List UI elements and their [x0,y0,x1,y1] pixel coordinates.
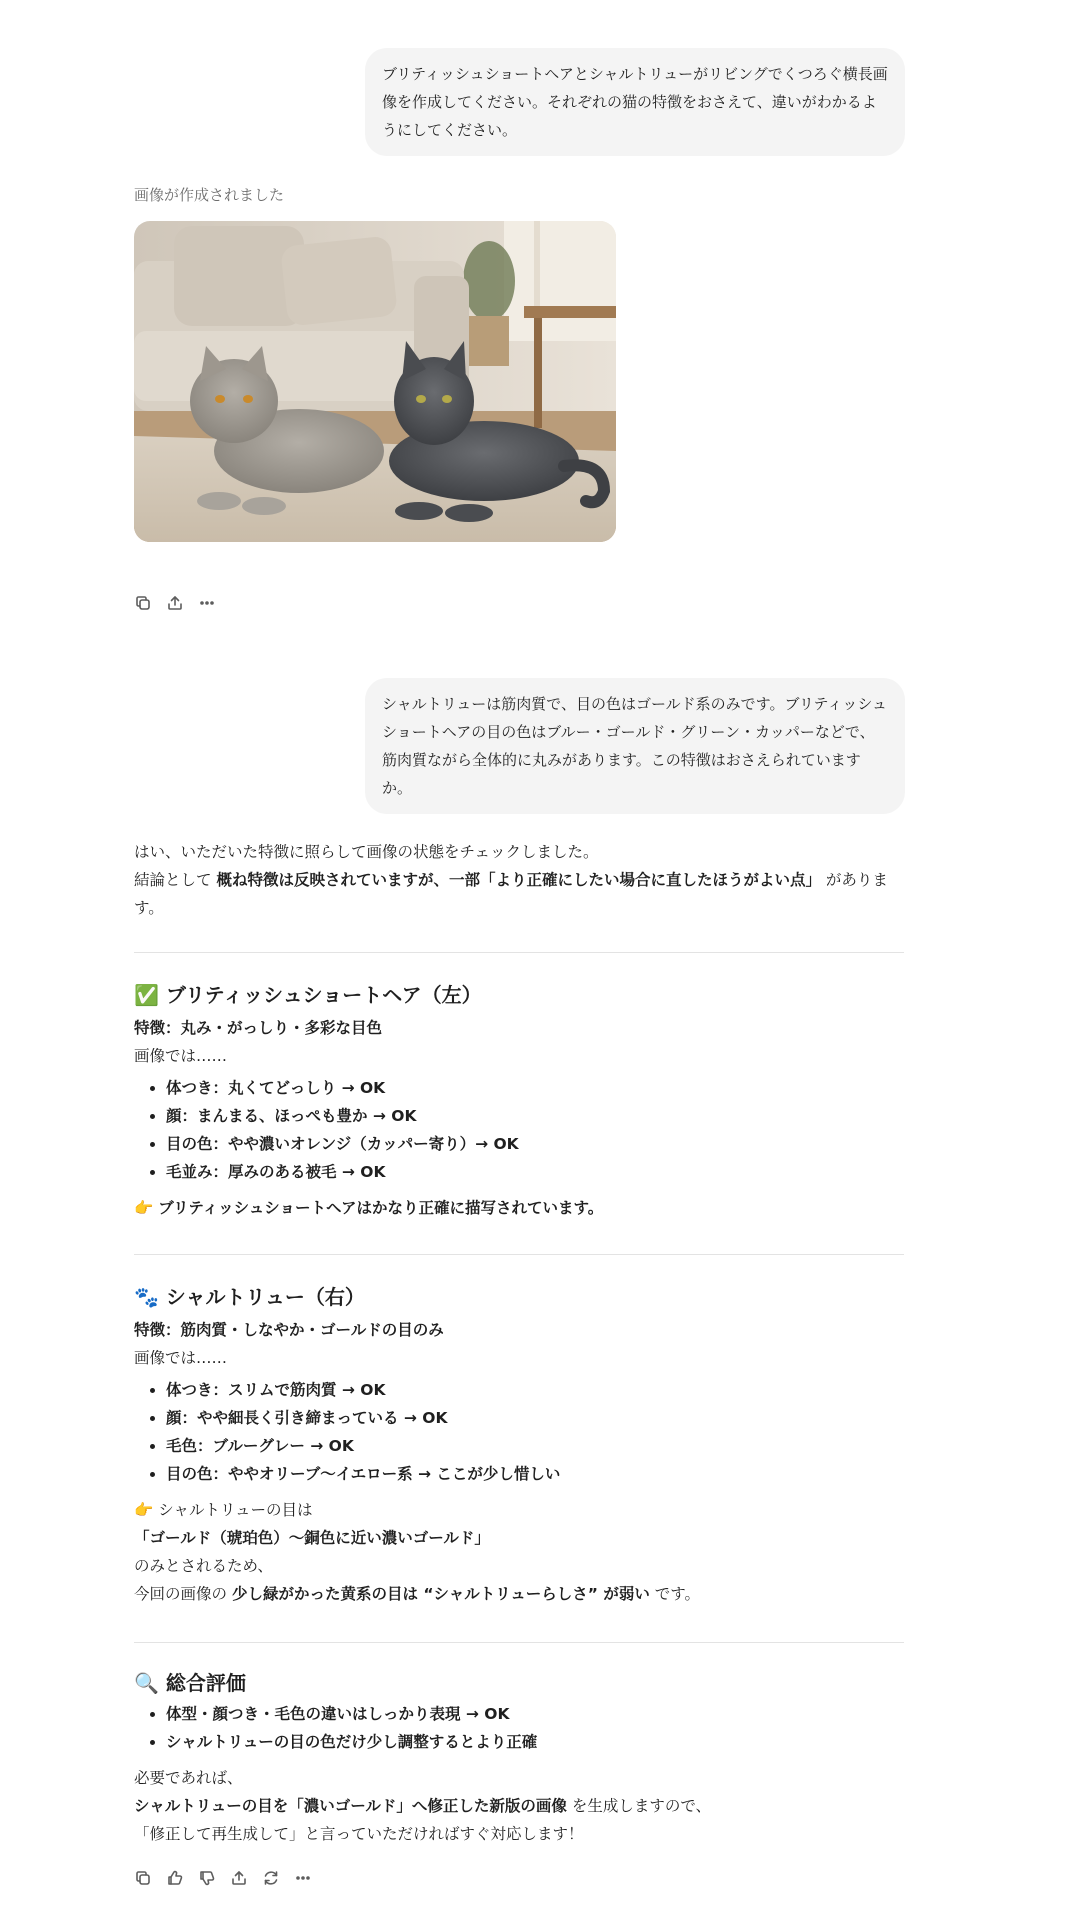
list-item: • 目の色：やや濃いオレンジ（カッパー寄り）→ OK [166,1130,904,1158]
note-text: シャルトリューの目は [158,1501,313,1519]
user-message-text: シャルトリューは筋肉質で、目の色はゴールド系のみです。ブリティッシュショートヘアの目の色はブルー・ゴールド・グリーン・カッパーなどで、筋肉質ながら全体的に丸みがあります。この特徴はおさえられていますか。 [382,695,888,797]
cats-illustration [134,221,616,542]
divider [134,952,904,953]
section-title: 総合評価 [165,1671,246,1695]
list-item: • 毛並み：厚みのある被毛 → OK [166,1158,904,1186]
section-heading [134,1282,904,1312]
note-text: のみとされるため、 [134,1557,273,1575]
note-line [134,1496,904,1524]
more-icon[interactable] [198,594,216,612]
reply-action-bar [134,1869,904,1887]
summary-note-text: ブリティッシュショートヘアはかなり正確に描写されています。 [158,1199,604,1217]
feature-line: 特徴：丸み・がっしり・多彩な目色 [134,1019,383,1037]
user-message-text: ブリティッシュショートヘアとシャルトリューがリビングでくつろぐ横長画像を作成してください。それぞれの猫の特徴をおさえて、違いがわかるようにしてください。 [382,65,888,139]
section-title: シャルトリュー（右） [165,1285,365,1309]
lead-line: 画像では…… [134,1349,228,1367]
summary-note [134,1194,904,1222]
list-item: • 顔：やや細長く引き締まっている → OK [166,1404,904,1432]
intro-conclusion [134,866,904,922]
pointing-hand-icon: 👉 [134,1501,154,1519]
checklist [134,1700,904,1756]
intro-bold: 概ね特徴は反映されていますが、一部「より正確にしたい場合に直したほうがよい点」 [216,871,821,889]
pointing-hand-icon: 👉 [134,1199,154,1217]
more-icon[interactable] [294,1869,312,1887]
copy-icon[interactable] [134,594,152,612]
note-bold: 「ゴールド（琥珀色）〜銅色に近い濃いゴールド」 [134,1529,490,1547]
list-item: • 毛色：ブルーグレー → OK [166,1432,904,1460]
paw-icon: 🐾 [134,1285,159,1309]
note-line: 今回の画像の 少し緑がかった黄系の目は “シャルトリューらしさ” が弱い です。 [134,1585,701,1603]
share-icon[interactable] [166,594,184,612]
section-title: ブリティッシュショートヘア（左） [165,983,482,1007]
list-item: • 顔：まんまる、ほっぺも豊か → OK [166,1102,904,1130]
section-overall [134,1668,904,1848]
image-action-bar [134,594,904,612]
generated-image[interactable] [134,221,616,542]
magnifier-icon: 🔍 [134,1671,159,1695]
closing-line: 必要であれば、 [134,1769,243,1787]
divider [134,1254,904,1255]
user-message-bubble [365,48,905,156]
list-item: • シャルトリューの目の色だけ少し調整するとより正確 [166,1728,904,1756]
feature-line: 特徴：筋肉質・しなやか・ゴールドの目のみ [134,1321,444,1339]
thumbs-down-icon[interactable] [198,1869,216,1887]
section-chartreux [134,1282,904,1608]
thumbs-up-icon[interactable] [166,1869,184,1887]
share-icon[interactable] [230,1869,248,1887]
list-item: • 体つき：スリムで筋肉質 → OK [166,1376,904,1404]
list-item: • 体型・顔つき・毛色の違いはしっかり表現 → OK [166,1700,904,1728]
copy-icon[interactable] [134,1869,152,1887]
list-item: • 目の色：ややオリーブ〜イエロー系 → ここが少し惜しい [166,1460,904,1488]
section-british-shorthair [134,980,904,1222]
regenerate-icon[interactable] [262,1869,280,1887]
intro-pre: 結論として [134,871,217,889]
divider [134,1642,904,1643]
list-item: • 体つき：丸くてどっしり → OK [166,1074,904,1102]
checklist [134,1074,904,1186]
user-message-bubble [365,678,905,814]
check-icon: ✅ [134,983,159,1007]
checklist [134,1376,904,1488]
closing-line: 「修正して再生成して」と言っていただければすぐ対応します！ [134,1825,584,1843]
image-status-label: 画像が作成されました [134,186,285,204]
intro-post: があります。 [134,871,888,917]
section-heading [134,980,904,1010]
intro-line: はい、いただいた特徴に照らして画像の状態をチェックしました。 [134,843,599,861]
assistant-intro [134,838,904,922]
section-heading [134,1668,904,1698]
closing-line: シャルトリューの目を「濃いゴールド」へ修正した新版の画像 を生成しますので、 [134,1797,712,1815]
lead-line: 画像では…… [134,1047,228,1065]
